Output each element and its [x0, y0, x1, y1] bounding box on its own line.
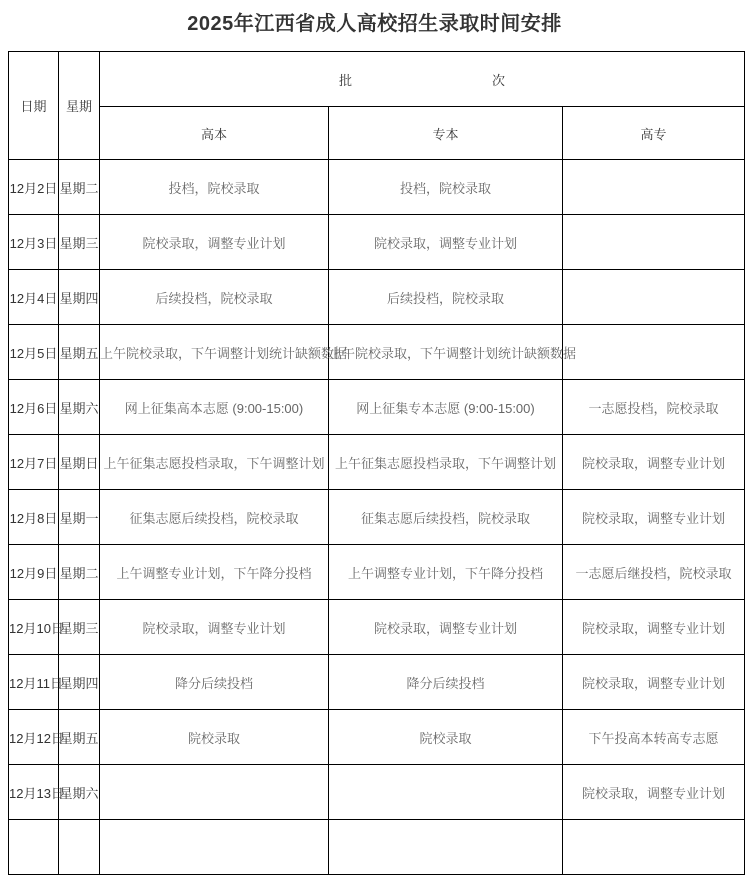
gaozhuan-cell: 院校录取，调整专业计划	[563, 765, 745, 820]
date-cell: 12月4日	[9, 270, 59, 325]
zhuanben-cell: 网上征集专本志愿 (9:00-15:00)	[329, 380, 563, 435]
week-cell: 星期二	[59, 160, 100, 215]
table-row-dec11	[9, 655, 745, 710]
date-cell: 12月12日	[9, 710, 59, 765]
gaoben-cell: 上午调整专业计划，下午降分投档	[100, 545, 329, 600]
table-row-dec8	[9, 490, 745, 545]
batch-header-left: 批	[338, 72, 352, 88]
week-cell: 星期日	[59, 435, 100, 490]
zhuanben-cell: 院校录取，调整专业计划	[329, 215, 563, 270]
zhuanben-cell: 院校录取	[329, 710, 563, 765]
date-cell: 12月13日	[9, 765, 59, 820]
header-row-batch	[9, 52, 745, 107]
header-date: 日期	[9, 52, 59, 160]
zhuanben-cell: 征集志愿后续投档，院校录取	[329, 490, 563, 545]
table-row-dec12	[9, 710, 745, 765]
gaozhuan-cell	[563, 160, 745, 215]
gaozhuan-cell	[563, 215, 745, 270]
header-row-subcolumns	[9, 107, 745, 160]
gaozhuan-cell	[563, 270, 745, 325]
header-col-gaoben: 高本	[100, 107, 329, 160]
batch-header-right: 次	[492, 72, 506, 88]
gaozhuan-cell: 下午投高本转高专志愿	[563, 710, 745, 765]
date-cell	[9, 820, 59, 875]
date-cell: 12月10日	[9, 600, 59, 655]
batch-header-group	[100, 70, 744, 89]
date-cell: 12月2日	[9, 160, 59, 215]
date-cell: 12月11日	[9, 655, 59, 710]
gaoben-cell: 投档，院校录取	[100, 160, 329, 215]
gaozhuan-cell: 院校录取，调整专业计划	[563, 435, 745, 490]
week-cell: 星期六	[59, 380, 100, 435]
header-col-gaozhuan: 高专	[563, 107, 745, 160]
gaoben-cell	[100, 765, 329, 820]
table-row-dec6	[9, 380, 745, 435]
zhuanben-cell: 上午院校录取，下午调整计划统计缺额数据	[329, 325, 563, 380]
table-row-dec10	[9, 600, 745, 655]
gaoben-cell	[100, 820, 329, 875]
gaoben-cell: 上午征集志愿投档录取，下午调整计划	[100, 435, 329, 490]
week-cell: 星期四	[59, 270, 100, 325]
zhuanben-cell: 上午调整专业计划，下午降分投档	[329, 545, 563, 600]
header-week: 星期	[59, 52, 100, 160]
gaozhuan-cell: 院校录取，调整专业计划	[563, 600, 745, 655]
gaozhuan-cell: 院校录取，调整专业计划	[563, 490, 745, 545]
week-cell: 星期五	[59, 325, 100, 380]
week-cell: 星期五	[59, 710, 100, 765]
table-row-dec3	[9, 215, 745, 270]
date-cell: 12月7日	[9, 435, 59, 490]
zhuanben-cell: 投档，院校录取	[329, 160, 563, 215]
gaozhuan-cell: 一志愿后继投档，院校录取	[563, 545, 745, 600]
page-title: 2025年江西省成人高校招生录取时间安排	[187, 13, 562, 35]
table-row-dec13	[9, 765, 745, 820]
zhuanben-cell: 院校录取，调整专业计划	[329, 600, 563, 655]
table-row-dec9	[9, 545, 745, 600]
gaozhuan-cell	[563, 325, 745, 380]
header-batch	[100, 52, 745, 107]
week-cell	[59, 820, 100, 875]
date-cell: 12月6日	[9, 380, 59, 435]
gaoben-cell: 上午院校录取，下午调整计划统计缺额数据	[100, 325, 329, 380]
zhuanben-cell: 降分后续投档	[329, 655, 563, 710]
schedule-table	[8, 51, 745, 875]
zhuanben-cell	[329, 765, 563, 820]
gaoben-cell: 降分后续投档	[100, 655, 329, 710]
week-cell: 星期三	[59, 600, 100, 655]
date-cell: 12月9日	[9, 545, 59, 600]
gaozhuan-cell: 院校录取，调整专业计划	[563, 655, 745, 710]
table-row-dec2	[9, 160, 745, 215]
table-row-dec5	[9, 325, 745, 380]
date-cell: 12月5日	[9, 325, 59, 380]
week-cell: 星期六	[59, 765, 100, 820]
week-cell: 星期二	[59, 545, 100, 600]
zhuanben-cell: 后续投档，院校录取	[329, 270, 563, 325]
gaoben-cell: 后续投档，院校录取	[100, 270, 329, 325]
gaoben-cell: 网上征集高本志愿 (9:00-15:00)	[100, 380, 329, 435]
week-cell: 星期三	[59, 215, 100, 270]
date-cell: 12月8日	[9, 490, 59, 545]
gaoben-cell: 院校录取	[100, 710, 329, 765]
table-row-dec7	[9, 435, 745, 490]
gaoben-cell: 征集志愿后续投档，院校录取	[100, 490, 329, 545]
week-cell: 星期一	[59, 490, 100, 545]
gaoben-cell: 院校录取，调整专业计划	[100, 600, 329, 655]
gaozhuan-cell: 一志愿投档，院校录取	[563, 380, 745, 435]
zhuanben-cell	[329, 820, 563, 875]
header-col-zhuanben: 专本	[329, 107, 563, 160]
gaozhuan-cell	[563, 820, 745, 875]
gaoben-cell: 院校录取，调整专业计划	[100, 215, 329, 270]
table-row-dec4	[9, 270, 745, 325]
table-row-cutoff	[9, 820, 745, 875]
date-cell: 12月3日	[9, 215, 59, 270]
week-cell: 星期四	[59, 655, 100, 710]
zhuanben-cell: 上午征集志愿投档录取，下午调整计划	[329, 435, 563, 490]
